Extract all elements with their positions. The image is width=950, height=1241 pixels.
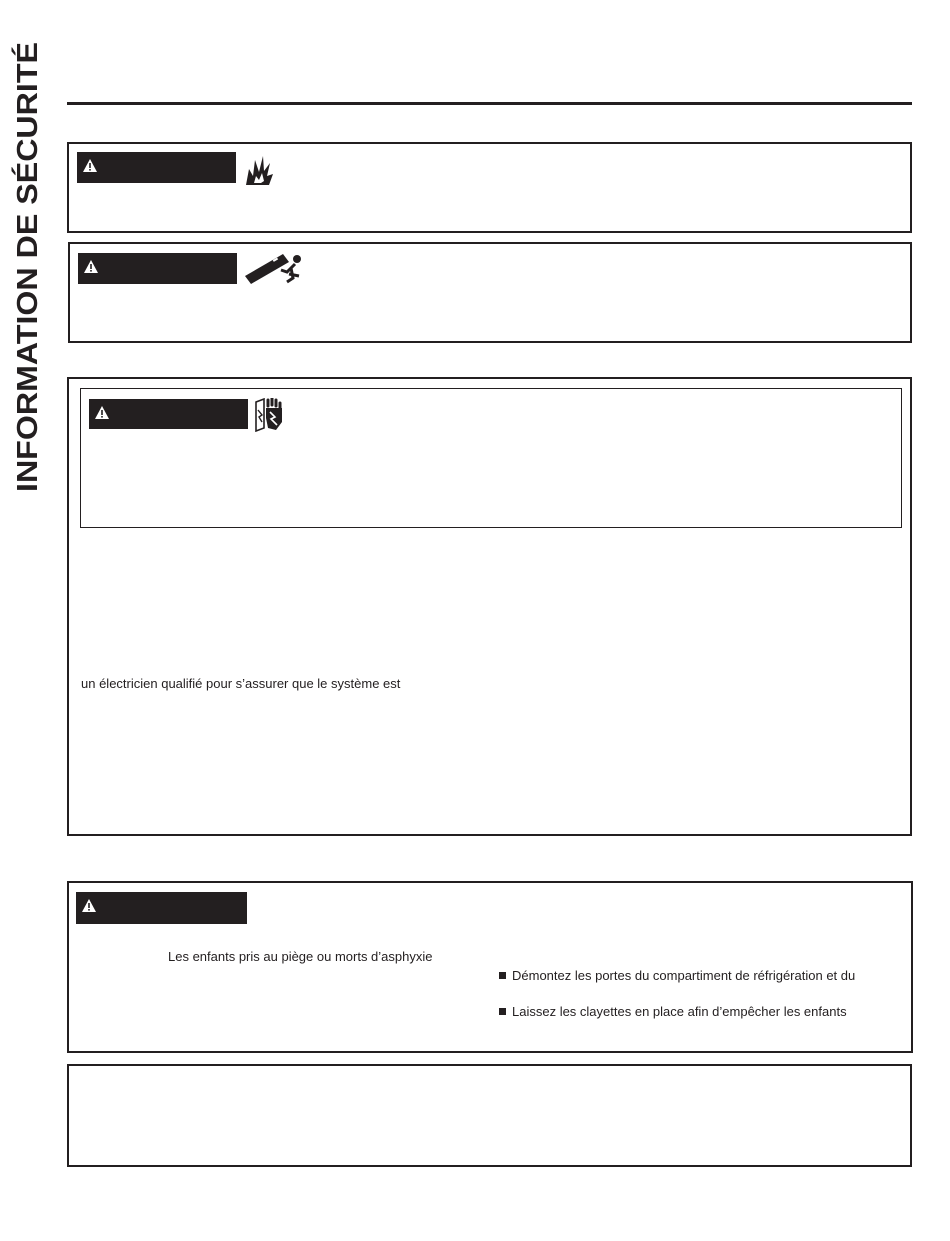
warning-triangle-icon bbox=[82, 899, 96, 912]
explosion-icon bbox=[244, 154, 274, 186]
bullet-square-icon bbox=[499, 1008, 506, 1015]
electric-shock-icon bbox=[254, 398, 284, 432]
side-title-text: INFORMATION DE SÉCURITÉ bbox=[12, 86, 44, 492]
bullet-square-icon bbox=[499, 972, 506, 979]
top-rule bbox=[67, 102, 912, 105]
electrician-text: un électricien qualifié pour s’assurer que le système est bbox=[81, 676, 401, 691]
bullet-text: Démontez les portes du compartiment de réfrigération et du bbox=[512, 968, 856, 983]
electrical-inner-box bbox=[80, 388, 902, 528]
bullet-item-doors bbox=[499, 968, 855, 984]
tip-over-icon bbox=[243, 250, 305, 286]
warning-label bbox=[89, 399, 248, 429]
warning-triangle-icon bbox=[84, 260, 98, 273]
side-section-title bbox=[8, 40, 44, 492]
warning-label bbox=[76, 892, 247, 924]
notice-box bbox=[67, 1064, 912, 1167]
warning-label bbox=[78, 253, 237, 284]
explosion-warning-box bbox=[67, 142, 912, 233]
electrical-warning-box bbox=[67, 377, 912, 836]
children-text: Les enfants pris au piège ou morts d’asphyxie bbox=[168, 949, 433, 964]
bullet-item-shelves bbox=[499, 1004, 847, 1020]
child-entrapment-warning-box bbox=[67, 881, 913, 1053]
bullet-text: Laissez les clayettes en place afin d’empêcher les enfants bbox=[512, 1004, 847, 1019]
tip-over-warning-box bbox=[68, 242, 912, 343]
warning-triangle-icon bbox=[83, 159, 97, 172]
warning-label bbox=[77, 152, 236, 183]
warning-triangle-icon bbox=[95, 406, 109, 419]
